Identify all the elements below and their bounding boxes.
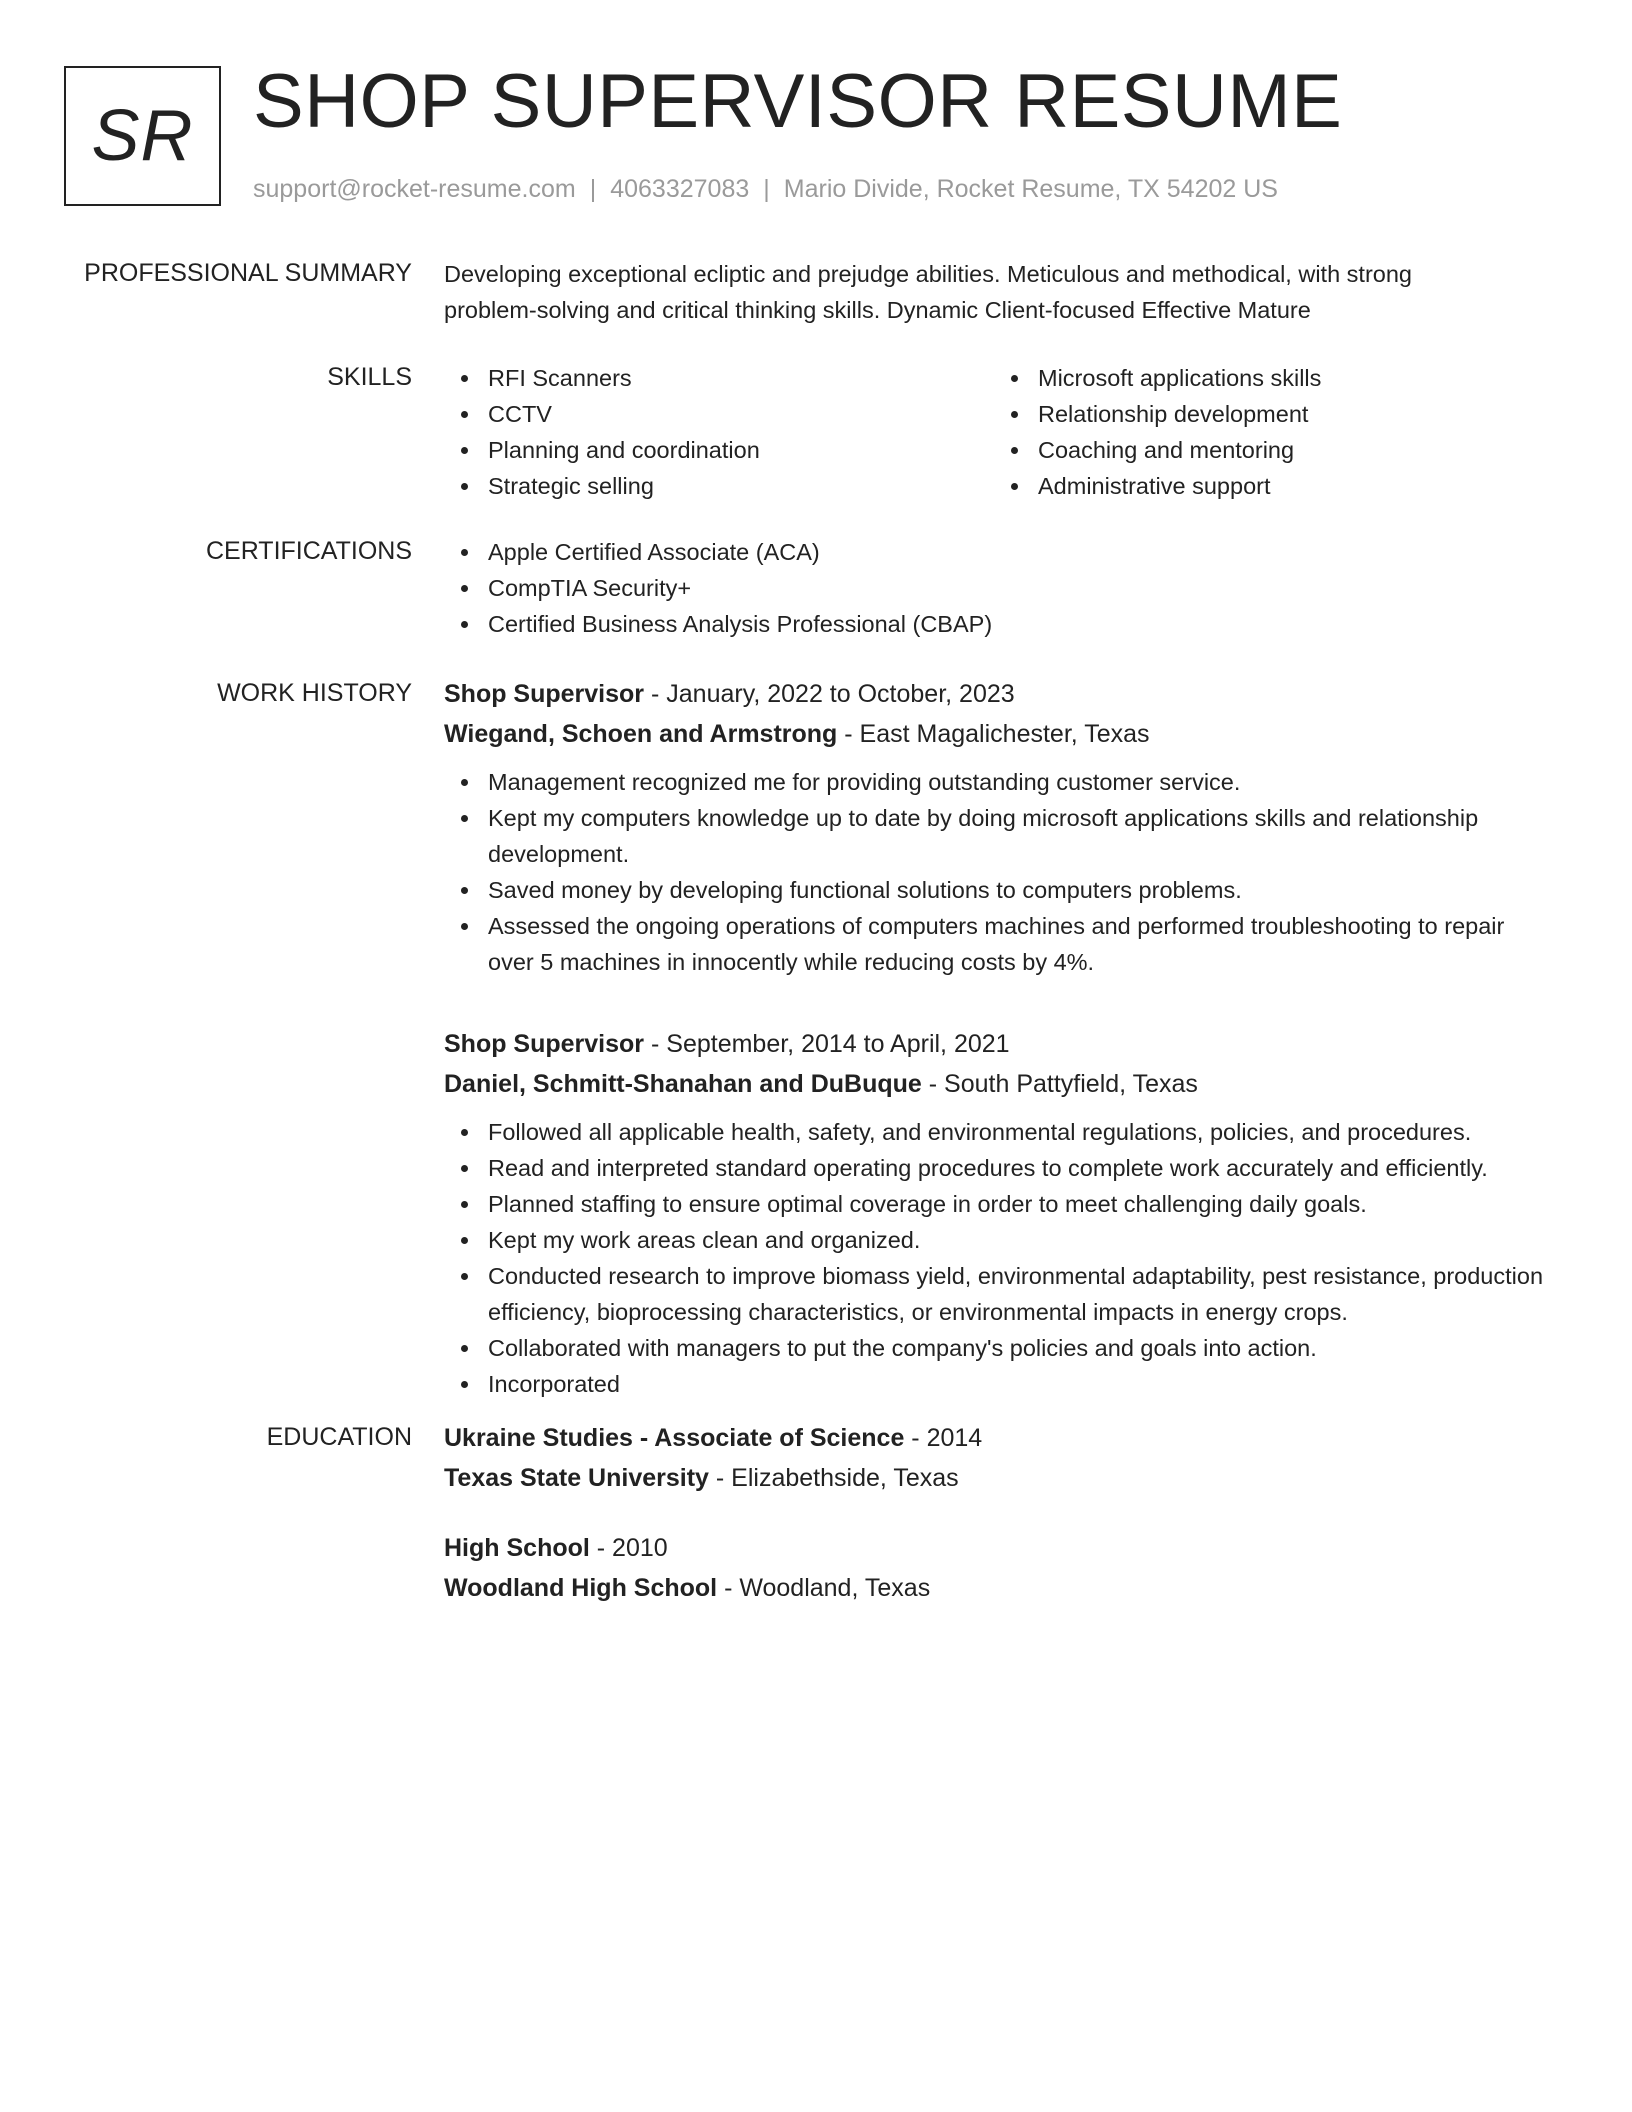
skill-item: Relationship development [1038,396,1544,432]
skills-content [444,360,1544,504]
job-duty: Incorporated [488,1366,1544,1402]
education-year: - 2010 [589,1534,668,1562]
education-school-line [444,1568,1544,1608]
job-company-line [444,1064,1544,1104]
job-company: Daniel, Schmitt-Shanahan and DuBuque [444,1070,922,1098]
education-entry [444,1418,1544,1498]
skill-item: RFI Scanners [488,360,994,396]
certification-item: Certified Business Analysis Professional (CBAP) [488,606,1544,642]
job-entry [444,674,1544,980]
job-location: - East Magalichester, Texas [837,720,1150,748]
job-duty: Saved money by developing functional solutions to computers problems. [488,872,1544,908]
job-duties-list [444,1114,1544,1402]
skill-item: CCTV [488,396,994,432]
skills-columns [444,360,1544,504]
contact-separator: | [589,175,597,203]
job-duty: Collaborated with managers to put the company's policies and goals into action. [488,1330,1544,1366]
section-label-skills: SKILLS [327,363,412,391]
job-location: - South Pattyfield, Texas [921,1070,1198,1098]
job-duty: Management recognized me for providing outstanding customer service. [488,764,1544,800]
skill-item: Coaching and mentoring [1038,432,1544,468]
section-label-summary: PROFESSIONAL SUMMARY [84,259,412,287]
job-duty: Kept my work areas clean and organized. [488,1222,1544,1258]
education-location: - Woodland, Texas [717,1574,931,1602]
section-label-certifications: CERTIFICATIONS [205,537,412,565]
certification-item: Apple Certified Associate (ACA) [488,534,1544,570]
education-school-line [444,1458,1544,1498]
job-company-line [444,714,1544,754]
job-company: Wiegand, Schoen and Armstrong [444,720,838,748]
skill-item: Administrative support [1038,468,1544,504]
job-title-line [444,1024,1544,1064]
contact-email: support@rocket-resume.com [253,175,576,203]
monogram-initials: SR [91,96,194,176]
monogram-box [64,66,221,206]
job-dates: - September, 2014 to April, 2021 [644,1030,1010,1058]
job-entry [444,1024,1544,1402]
education-degree-line [444,1418,1544,1458]
job-duties-list [444,764,1544,980]
job-duty: Kept my computers knowledge up to date by doing microsoft applications skills and relationship development. [488,800,1544,872]
education-year: - 2014 [904,1424,983,1452]
education-degree: Ukraine Studies - Associate of Science [444,1424,905,1452]
job-duty: Read and interpreted standard operating procedures to complete work accurately and efficiently. [488,1150,1544,1186]
skill-item: Strategic selling [488,468,994,504]
certification-item: CompTIA Security+ [488,570,1544,606]
page-title: SHOP SUPERVISOR RESUME [253,59,1343,144]
education-school: Texas State University [444,1464,709,1492]
job-duty: Followed all applicable health, safety, and environmental regulations, policies, and procedures. [488,1114,1544,1150]
education-entry [444,1528,1544,1608]
section-label-education: EDUCATION [266,1423,412,1451]
summary-line: Developing exceptional ecliptic and prejudge abilities. Meticulous and methodical, with strong [444,261,1412,287]
contact-separator: | [763,175,770,203]
skills-list-right [994,360,1544,504]
job-duty: Assessed the ongoing operations of computers machines and performed troubleshooting to repair over 5 machines in innocently while reducing costs by 4%. [488,908,1544,980]
contact-address: Mario Divide, Rocket Resume, TX 54202 US [783,175,1278,203]
job-duty: Planned staffing to ensure optimal coverage in order to meet challenging daily goals. [488,1186,1544,1222]
education-content [444,1418,1544,1638]
education-location: - Elizabethside, Texas [708,1464,959,1492]
skills-list-left [444,360,994,504]
work-history-content [444,674,1544,1446]
summary-text [444,256,1544,328]
education-degree-line [444,1528,1544,1568]
education-degree: High School [444,1534,590,1562]
skill-item: Planning and coordination [488,432,994,468]
job-title: Shop Supervisor [444,1030,645,1058]
job-title: Shop Supervisor [444,680,645,708]
section-label-work-history: WORK HISTORY [217,679,412,707]
job-dates: - January, 2022 to October, 2023 [644,680,1015,708]
job-duty: Conducted research to improve biomass yield, environmental adaptability, pest resistance, production efficiency, bioprocessing characteristics, or environmental impacts in energy crops. [488,1258,1544,1330]
job-title-line [444,674,1544,714]
skill-item: Microsoft applications skills [1038,360,1544,396]
certifications-content [444,534,1544,642]
education-school: Woodland High School [444,1574,718,1602]
certifications-list [444,534,1544,642]
summary-line: problem-solving and critical thinking skills. Dynamic Client-focused Effective Mature [444,297,1311,323]
contact-line [253,172,1278,206]
contact-phone: 4063327083 [610,175,750,203]
